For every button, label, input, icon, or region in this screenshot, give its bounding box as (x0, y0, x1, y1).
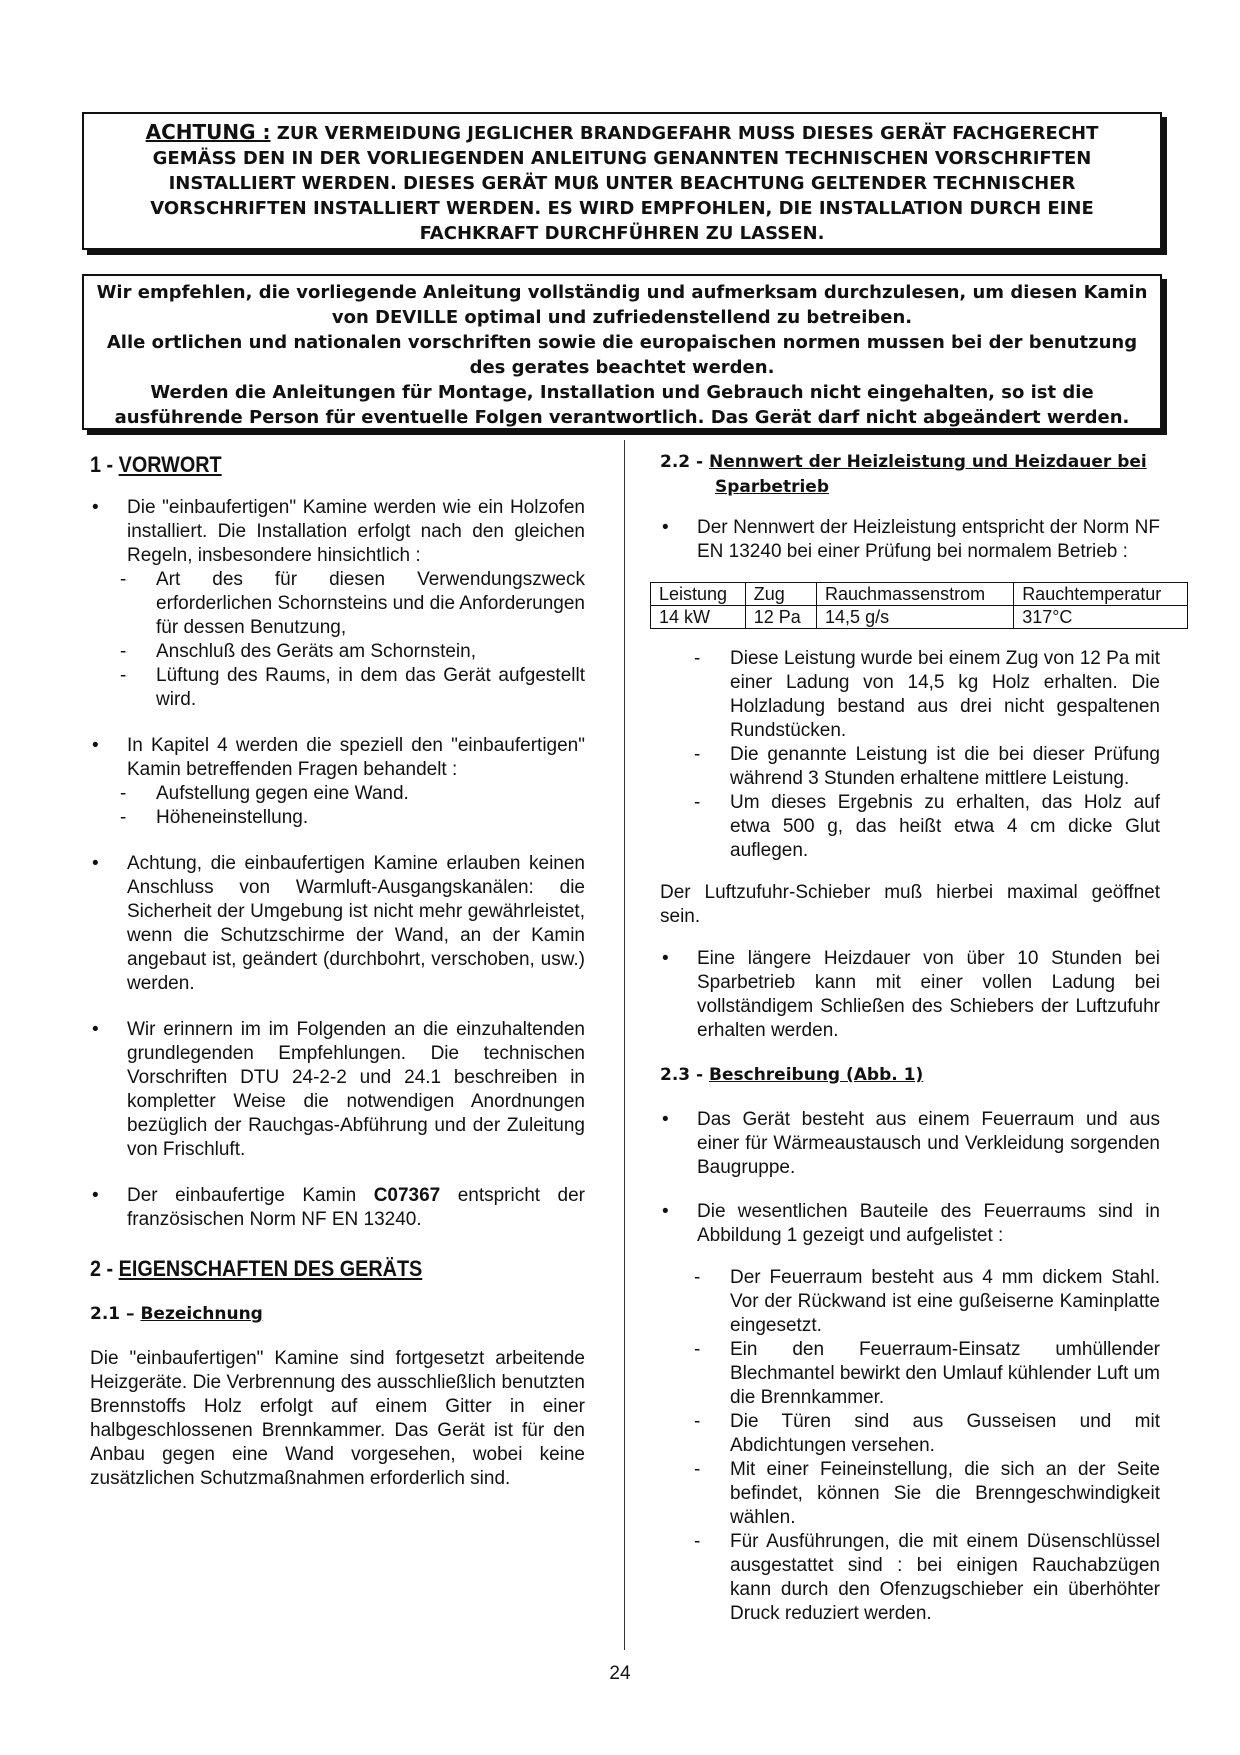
table-cell: 317°C (1014, 606, 1188, 629)
list-item: - Um dieses Ergebnis zu erhalten, das Holz auf etwa 500 g, das heißt etwa 4 cm dicke Glut auflegen. (694, 792, 1160, 861)
table-header-cell: Leistung (651, 583, 746, 606)
table-header-cell: Rauchtemperatur (1014, 583, 1188, 606)
section-1-heading: 1 - VORWORT (90, 452, 222, 477)
list-item: - Ein den Feuerraum-Einsatz umhüllender Blechmantel bewirkt den Umlauf kühlender Luft um die Brennkammer. (694, 1339, 1160, 1408)
list-item: - Höheneinstellung. (120, 807, 309, 828)
right-column (660, 450, 1160, 1626)
list-item: - Aufstellung gegen eine Wand. (120, 783, 409, 804)
list-item: - Anschluß des Geräts am Schornstein, (120, 641, 476, 662)
list-item: • Der einbaufertige Kamin C07367 entspricht der französischen Norm NF EN 13240. (90, 1184, 585, 1232)
list-item: • Eine längere Heizdauer von über 10 Stunden bei Sparbetrieb kann mit einer vollen Ladung bei vollständigem Schließen des Schiebers der Luftzufuhr erhalten werden. (660, 947, 1160, 1043)
list-item: • Das Gerät besteht aus einem Feuerraum und aus einer für Wärmeaustausch und Verkleidung sorgenden Baugruppe. (660, 1108, 1160, 1180)
table-header-cell: Zug (745, 583, 816, 606)
list-item: • Der Nennwert der Heizleistung entspricht der Norm NF EN 13240 bei einer Prüfung bei normalem Betrieb : (660, 516, 1160, 564)
table-header-row (651, 583, 1188, 606)
list-item: - Diese Leistung wurde bei einem Zug von 12 Pa mit einer Ladung von 14,5 kg Holz erhalten. Die Holzladung bestand aus drei nicht gespaltenen Rundstücken. (694, 648, 1160, 741)
table-row (651, 606, 1188, 629)
column-divider (624, 440, 625, 1650)
list-item: • Die wesentlichen Bauteile des Feuerraums sind in Abbildung 1 gezeigt und aufgelistet : (660, 1200, 1160, 1248)
left-column (90, 450, 585, 1491)
performance-table (650, 582, 1188, 629)
recommendation-line-3: Werden die Anleitungen für Montage, Installation und Gebrauch nicht eingehalten, so ist die ausführende Person für eventuelle Folgen verantwortlich. Das Gerät darf nicht abgeändert werden. (114, 382, 1130, 428)
warning-text: ZUR VERMEIDUNG JEGLICHER BRANDGEFAHR MUSS DIESES GERÄT FACHGERECHT GEMÄSS DEN IN DER VORLIEGENDEN ANLEITUNG GENANNTEN TECHNISCHEN VORSCHRIFTEN INSTALLIERT WERDEN. DIESES GERÄT MUß UNTER BEACHTUNG GELTENDER TECHNISCHER VORSCHRIFTEN INSTALLIERT WERDEN. ES WIRD EMPFOHLEN, DIE INSTALLATION DURCH EINE FACHKRAFT DURCHFÜHREN ZU LASSEN. (150, 123, 1099, 244)
page-number: 24 (609, 1663, 631, 1684)
list-item: • In Kapitel 4 werden die speziell den "einbaufertigen" Kamin betreffenden Fragen behandelt : (90, 734, 585, 782)
section-2-1-paragraph: Die "einbaufertigen" Kamine sind fortgesetzt arbeitende Heizgeräte. Die Verbrennung des ausschließlich benutzten Brennstoffs Holz erfolgt auf einem Gitter in einer halbgeschlossenen Brennkammer. Das Gerät ist für den Anbau gegen eine Wand vorgesehen, wobei keine zusätzlichen Schutzmaßnahmen erforderlich sind. (90, 1348, 585, 1489)
recommendation-line-2: Alle ortlichen und nationalen vorschriften sowie die europaischen normen mussen bei der benutzung des gerates beachtet werden. (106, 332, 1138, 378)
list-item: • Wir erinnern im im Folgenden an die einzuhaltenden grundlegenden Empfehlungen. Die technischen Vorschriften DTU 24-2-2 und 24.1 beschreiben in kompletter Weise die notwendigen Anordnungen bezüglich der Rauchgas-Abführung und der Zuleitung von Frischluft. (90, 1018, 585, 1162)
list-item: • Die "einbaufertigen" Kamine werden wie ein Holzofen installiert. Die Installation erfolgt nach den gleichen Regeln, insbesondere hinsichtlich : (90, 496, 585, 568)
list-item: - Lüftung des Raums, in dem das Gerät aufgestellt wird. (120, 665, 585, 710)
warning-box (82, 112, 1162, 250)
recommendation-box (82, 274, 1162, 430)
list-item: • Achtung, die einbaufertigen Kamine erlauben keinen Anschluss von Warmluft-Ausgangskanälen: die Sicherheit der Umgebung ist nicht mehr gewährleistet, wenn die Schutzschirme der Wand, an der Kamin angebaut ist, geändert (durchbohrt, verschoben, usw.) werden. (90, 852, 585, 996)
recommendation-line-1: Wir empfehlen, die vorliegende Anleitung vollständig und aufmerksam durchzulesen, um diesen Kamin von DEVILLE optimal und zufriedenstellend zu betreiben. (96, 282, 1148, 328)
performance-notes (660, 647, 1160, 863)
table-cell: 14,5 g/s (817, 606, 1014, 629)
table-header-cell: Rauchmassenstrom (817, 583, 1014, 606)
list-item: - Art des für diesen Verwendungszweck erforderlichen Schornsteins und die Anforderungen für dessen Benutzung, (120, 569, 585, 638)
list-item: - Mit einer Feineinstellung, die sich an der Seite befindet, können Sie die Brenngeschwindigkeit wählen. (694, 1459, 1160, 1528)
warning-heading: ACHTUNG : (145, 120, 271, 144)
section-2-3-heading: 2.3 - Beschreibung (Abb. 1) (660, 1065, 924, 1085)
list-item: - Die Türen sind aus Gusseisen und mit Abdichtungen versehen. (694, 1411, 1160, 1456)
list-item: - Für Ausführungen, die mit einem Düsenschlüssel ausgestattet sind : bei einigen Rauchabzügen kann durch den Ofenzugschieber ein überhöhter Druck reduziert werden. (694, 1531, 1160, 1624)
component-list (660, 1266, 1160, 1626)
section-2-heading: 2 - EIGENSCHAFTEN DES GERÄTS (90, 1256, 423, 1281)
table-cell: 12 Pa (745, 606, 816, 629)
list-item: - Der Feuerraum besteht aus 4 mm dickem Stahl. Vor der Rückwand ist eine gußeiserne Kaminplatte eingesetzt. (694, 1267, 1160, 1336)
damper-paragraph: Der Luftzufuhr-Schieber muß hierbei maximal geöffnet sein. (660, 882, 1160, 927)
section-2-2-heading: 2.2 - Nennwert der Heizleistung und Heizdauer bei Sparbetrieb (660, 452, 1147, 497)
table-cell: 14 kW (651, 606, 746, 629)
section-2-1-heading: 2.1 – Bezeichnung (90, 1304, 263, 1324)
list-item: - Die genannte Leistung ist die bei dieser Prüfung während 3 Stunden erhaltene mittlere Leistung. (694, 744, 1160, 789)
